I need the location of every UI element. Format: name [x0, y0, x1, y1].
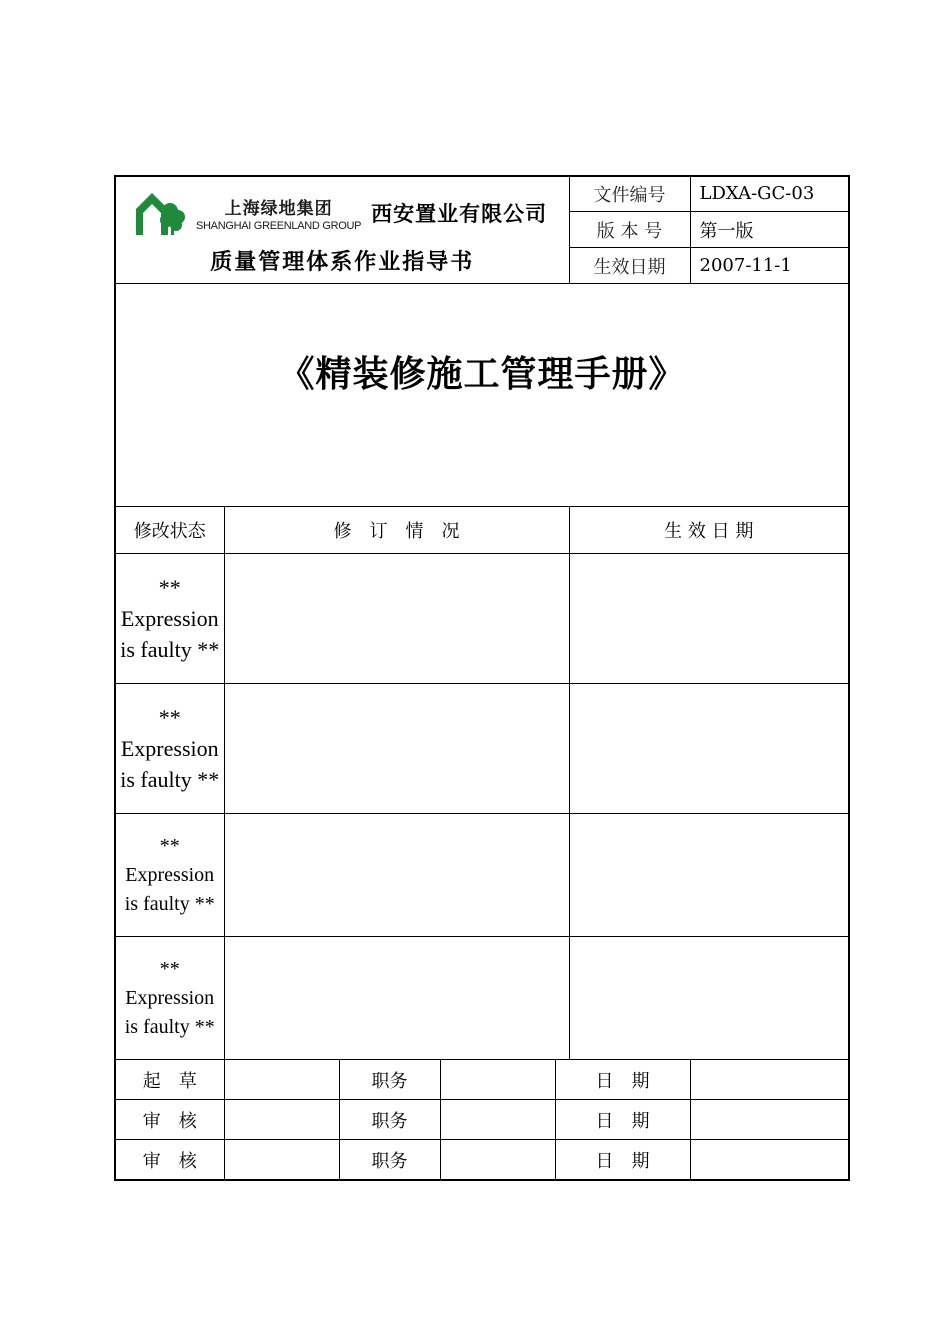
signoff-name-field: [224, 1140, 339, 1181]
signoff-position-field: [440, 1100, 555, 1140]
signoff-position-field: [440, 1140, 555, 1181]
document-page: [114, 175, 848, 1181]
signoff-row-review: [115, 1100, 849, 1140]
meta-value-version: 第一版: [690, 211, 849, 248]
revision-status-cell: [115, 684, 224, 814]
signoff-position-label: 职务: [339, 1140, 440, 1181]
revision-status-cell: [115, 554, 224, 684]
document-form-table: [114, 175, 850, 1181]
document-type-title: 质量管理体系作业指导书: [210, 250, 475, 275]
table-row: [115, 937, 849, 1060]
meta-label-effective-date: 生效日期: [569, 248, 690, 284]
company-name: 西安置业有限公司: [371, 202, 548, 226]
revision-description-cell: [224, 554, 569, 684]
table-row: [115, 554, 849, 684]
greenland-logo-icon: [134, 189, 186, 237]
table-row: [115, 684, 849, 814]
signoff-row-review: [115, 1140, 849, 1181]
signoff-position-field: [440, 1060, 555, 1100]
title-cell: [115, 284, 849, 507]
meta-label-version: 版 本 号: [569, 211, 690, 248]
revision-status: ** Expression is faulty **: [124, 957, 215, 1038]
revision-date-cell: [569, 684, 849, 814]
revision-description-cell: [224, 814, 569, 937]
signoff-row-draft: [115, 1060, 849, 1100]
column-header-revision: 修 订 情 况: [224, 507, 569, 554]
signoff-date-label: 日 期: [555, 1100, 690, 1140]
revision-description-cell: [224, 937, 569, 1060]
revision-date-cell: [569, 937, 849, 1060]
signoff-role-label: 审 核: [115, 1140, 224, 1181]
revision-status-cell: [115, 814, 224, 937]
revision-date-cell: [569, 814, 849, 937]
signoff-name-field: [224, 1060, 339, 1100]
document-title: 《精装修施工管理手册》: [278, 354, 686, 395]
revision-status: ** Expression is faulty **: [120, 705, 220, 792]
signoff-date-label: 日 期: [555, 1140, 690, 1181]
column-header-status: 修改状态: [115, 507, 224, 554]
meta-label-file-number: 文件编号: [569, 176, 690, 211]
signoff-role-label: 起 草: [115, 1060, 224, 1100]
revision-status-cell: [115, 937, 224, 1060]
table-row: [115, 814, 849, 937]
signoff-date-field: [690, 1100, 849, 1140]
revision-status: ** Expression is faulty **: [120, 575, 220, 662]
signoff-name-field: [224, 1100, 339, 1140]
logo-chinese-name: 上海绿地集团: [224, 199, 333, 219]
signoff-position-label: 职务: [339, 1060, 440, 1100]
signoff-date-field: [690, 1140, 849, 1181]
logo-block: [134, 189, 547, 237]
signoff-date-field: [690, 1060, 849, 1100]
signoff-date-label: 日 期: [555, 1060, 690, 1100]
revision-date-cell: [569, 554, 849, 684]
column-header-effective-date: 生 效 日 期: [569, 507, 849, 554]
revision-status: ** Expression is faulty **: [124, 834, 215, 915]
meta-value-effective-date: 2007-11-1: [690, 248, 849, 284]
signoff-position-label: 职务: [339, 1100, 440, 1140]
header-brand-cell: [115, 176, 569, 284]
meta-value-file-number: LDXA-GC-03: [690, 176, 849, 211]
signoff-role-label: 审 核: [115, 1100, 224, 1140]
logo-english-name: SHANGHAI GREENLAND GROUP: [196, 220, 362, 232]
revision-description-cell: [224, 684, 569, 814]
